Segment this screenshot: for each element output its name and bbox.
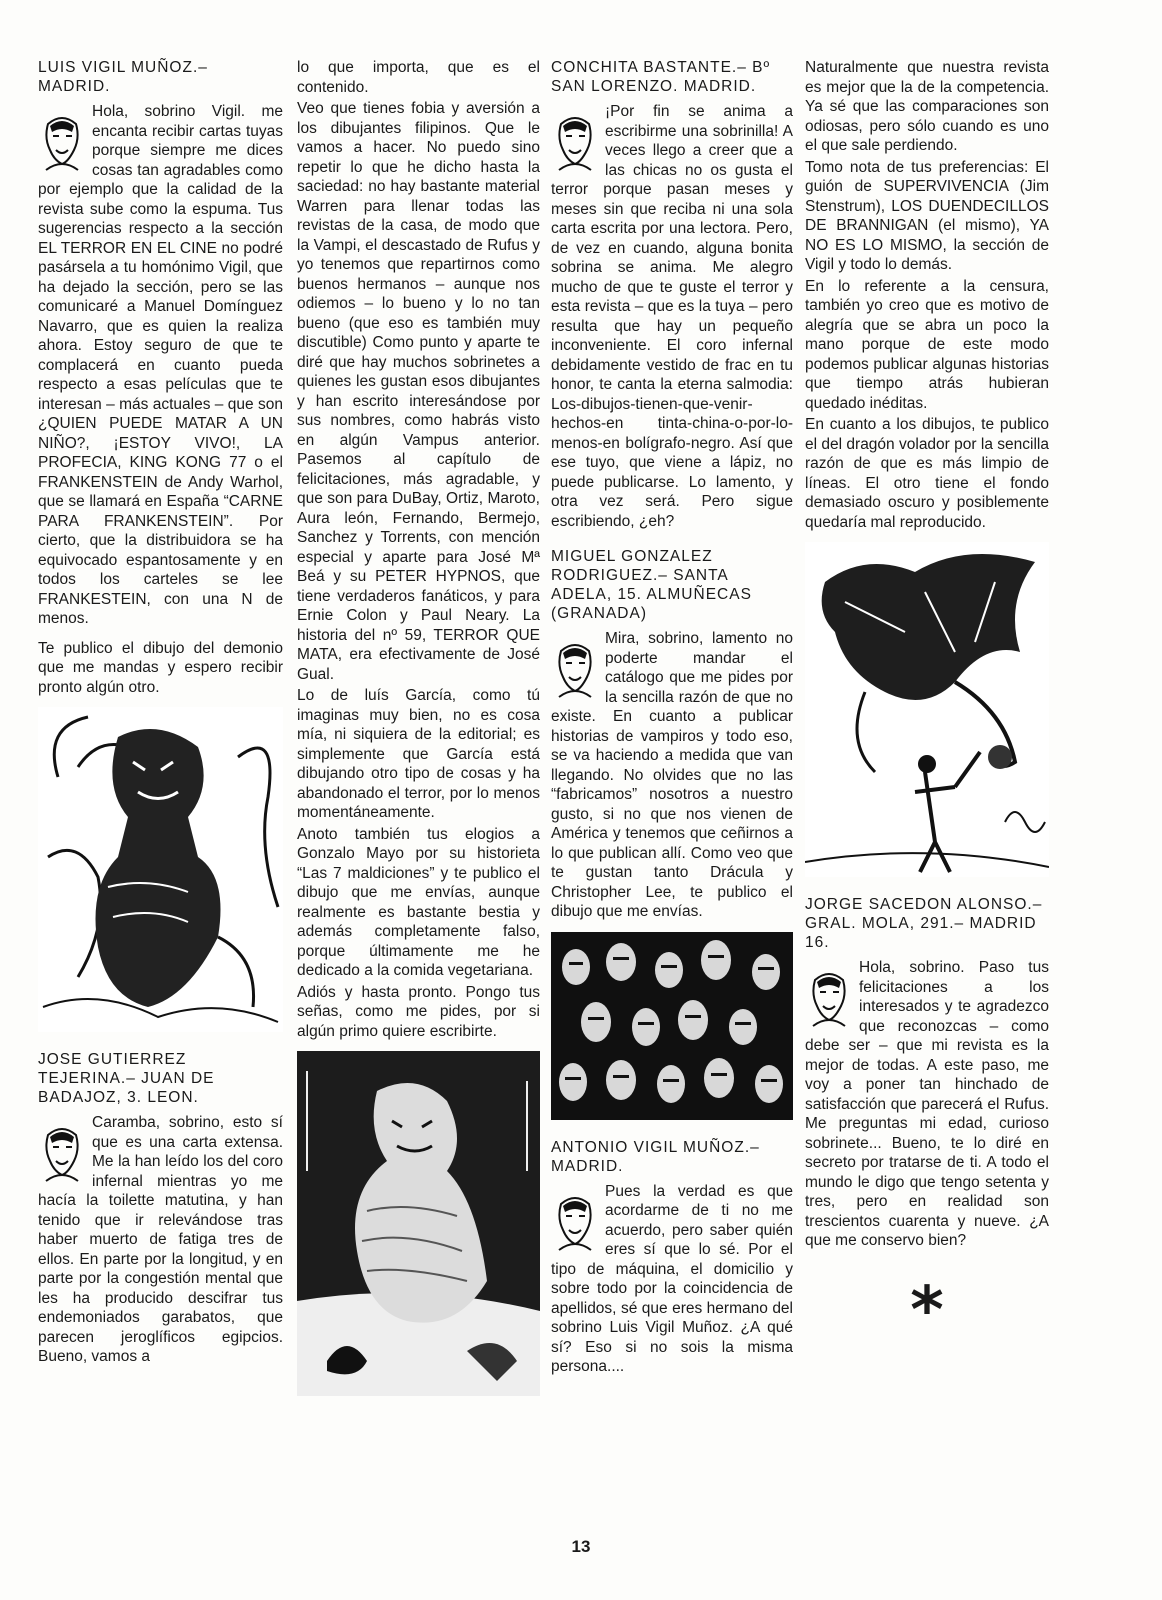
letter-continuation-3: Lo de luís García, como tú imaginas muy bien, no es cosa mía, ni siquiera de la editorial; es simplemente que García está dibujando otro tipo de cosas y ha abandonado el terror, por lo menos momentáneamente.: [297, 687, 540, 821]
host-portrait-icon: [551, 639, 599, 701]
letter-body-luis-vigil-2: Te publico el dibujo del demonio que me mandas y espero recibir pronto algún otro.: [38, 639, 283, 696]
column-1: [38, 58, 283, 1377]
column-3: [551, 58, 793, 1387]
letter-body-naturalmente: Naturalmente que nuestra revista es mejor que la de la competencia. Ya sé que las comparaciones son odiosas, pero sólo cuando es uno el que sale perdiendo.: [805, 59, 1049, 154]
letter-body-naturalmente-3: En lo referente a la censura, también yo creo que es motivo de alegría que se abra un poco la mano porque de este modo podemos publicar algunas historias que tiempo atrás hubieran quedado inéditas.: [805, 277, 1049, 412]
letter-header-conchita: CONCHITA BASTANTE.– Bº SAN LORENZO. MADRID.: [551, 59, 771, 95]
dracula-faces-drawing-illustration: [551, 932, 793, 1120]
letter-body-luis-vigil: Hola, sobrino Vigil. me encanta recibir cartas tuyas porque siempre me dices cosas tan agradables como por ejemplo que la calidad de la revista sube como la espuma. Tus sugerencias respecto a la sección EL TERROR EN EL CINE no podré pasársela a tu homónimo Vigil, que ha dejado la sección, pero se las comunicaré a Manuel Domínguez Navarro, que es quien la realiza ahora. Estoy seguro de que te complacerá en cuanto pueda respecto a esas películas que te interesan – más actuales – que son ¿QUIEN PUEDE MATAR A UN NIÑO?, ¡ESTOY VIVO!, LA PROFECIA, KING KONG 77 o el FRANKENSTEIN de Andy Warhol, que se llamará en España “CARNE PARA FRANKENSTEIN”. Por cierto, que la distribuidora se ha equivocado espantosamente y en todos los carteles se lee FRANKESTEIN, con una N de menos.: [38, 103, 283, 627]
letter-continuation-1: lo que importa, que es el contenido.: [297, 59, 540, 96]
letter-body-naturalmente-4: En cuanto a los dibujos, te publico el del dragón volador por la sencilla razón de que es más limpio de líneas. El otro tiene el fondo demasiado oscuro y posiblemente quedaría mal reproducido.: [805, 416, 1049, 531]
letter-body-jorge: Hola, sobrino. Paso tus felicitaciones a los interesados y te agradezco que reconozcas – como debe ser – que mi revista es la mejor de todas. A este paso, me voy a poner tan hinchado de satisfacción que parecerá el Rufus. Me preguntas mi edad, curioso sobrinete... Bueno, te lo diré en secreto por tratarse de ti. A todo el mundo le digo que tengo setenta y tres, pero en realidad son trescientos cuarenta y nueve. ¿A que me conservo bien?: [805, 959, 1049, 1249]
host-portrait-icon: [805, 968, 853, 1030]
letter-header-jorge: JORGE SACEDON ALONSO.– GRAL. MOLA, 291.– MADRID 16.: [805, 896, 1043, 951]
letter-body-naturalmente-2: Tomo nota de tus preferencias: El guión de SUPERVIVENCIA (Jim Stenstrum), LOS DUENDECILLOS DE BRANNIGAN (el mismo), YA NO ES LO MISMO, la sección de Vigil y todo lo demás.: [805, 158, 1049, 273]
letter-body-miguel: Mira, sobrino, lamento no poderte mandar el catálogo que me pides por la sencilla razón de que no existe. En cuanto a publicar historias de vampiros y todo eso, se va haciendo a medida que van llegando. No olvides que no las “fabricamos” nosotros a nuestro gusto, si no que nos vienen de América y tenemos que ceñirnos a lo que publican allí. Como veo que te gustan tanto Drácula y Christopher Lee, te publico el dibujo que me envías.: [551, 630, 793, 920]
host-portrait-icon: [38, 1123, 86, 1185]
letter-continuation-4: Anoto también tus elogios a Gonzalo Mayo por su historieta “Las 7 maldiciones” y te publico el dibujo que me envías, aunque realmente es bastante bestia y además completamente falso, porque últimamente me he dedicado a la comida vegetariana.: [297, 825, 540, 979]
page-number: 13: [571, 1537, 591, 1556]
letter-body-antonio: Pues la verdad es que acordarme de ti no me acuerdo, pero saber quién eres sí que lo sé. Por el tipo de máquina, el domicilio y sobre todo por la coincidencia de apellidos, sé que eres hermano del sobrino Luis Vigil Muñoz. ¿A qué sí? Eso si no sois la misma persona....: [551, 1182, 793, 1375]
end-asterisk-symbol: *: [910, 1273, 944, 1348]
letter-body-jose-gutierrez: Caramba, sobrino, esto sí que es una carta extensa. Me la han leído los del coro infernal mientras yo me hacía la toilette matutina, y han tenido que ir relevándose tras haber muerto de fatiga tres de ellos. En parte por la longitud, y en parte por la congestión mental que les ha producido descifrar tus endemoniados garabatos, que parecen jeroglíficos egipcios. Bueno, vamos a: [38, 1114, 283, 1365]
letter-continuation-5: Adiós y hasta pronto. Pongo tus señas, como me pides, por si algún primo quiere escribirte.: [297, 983, 540, 1040]
letter-header-luis-vigil: LUIS VIGIL MUÑOZ.– MADRID.: [38, 59, 208, 95]
flying-dragon-drawing-illustration: [805, 542, 1049, 877]
letter-header-jose-gutierrez: JOSE GUTIERREZ TEJERINA.– JUAN DE BADAJOZ, 3. LEON.: [38, 1051, 215, 1106]
host-portrait-icon: [551, 1192, 599, 1254]
host-portrait-icon: [551, 112, 599, 174]
letter-body-conchita: ¡Por fin se anima a escribirme una sobrinilla! A veces llego a creer que a las chicas no os gusta el terror porque pasan meses y meses sin que reciba ni una sola carta escrita por una lectora. Pero, de vez en cuando, alguna bonita sobrina se anima. Me alegro mucho de que te guste el terror y esta revista – que es la tuya – pero resulta que hay un pequeño inconveniente. El coro infernal debidamente vestido de frac en tu honor, te canta la eterna salmodia: Los-dibujos-tienen-que-venir-hechos-en tinta-china-o-por-lo-menos-en bolígrafo-negro. Así que ese tuyo, que viene a lápiz, no puede publicarse. Lo lamento, y otra vez será. Pero sigue escribiendo, ¿eh?: [551, 103, 793, 530]
vegetarian-host-drawing-illustration: [297, 1051, 540, 1396]
column-2: [297, 58, 540, 1414]
letter-header-miguel: MIGUEL GONZALEZ RODRIGUEZ.– SANTA ADELA, 15. ALMUÑECAS (GRANADA): [551, 548, 752, 622]
column-4: [805, 58, 1049, 1348]
host-portrait-icon: [38, 112, 86, 174]
letter-header-antonio: ANTONIO VIGIL MUÑOZ.– MADRID.: [551, 1138, 760, 1175]
demon-drawing-illustration: [38, 707, 283, 1032]
letter-continuation-2: Veo que tienes fobia y aversión a los dibujantes filipinos. Que le vamos a hacer. No puedo sino repetir lo que he dicho hasta la saciedad: no hay bastante material Warren para llenar todas las revistas de la casa, de modo que la Vampi, el descastado de Rufus y yo tenemos que repartirnos como buenos hermanos – aunque nos odiemos – lo bueno y lo no tan bueno (que eso es también muy discutible) Como punto y aparte te diré que hay muchos sobrinetes a quienes les gustan esos dibujantes y han escrito interesándose por sus nombres, como habrás visto en algún Vampus anterior. Pasemos al capítulo de felicitaciones, más agradable, y que son para DuBay, Ortiz, Maroto, Aura león, Fernando, Bermejo, Sanchez y Torrents, con mención especial y aparte para José Mª Beá y su PETER HYPNOS, que tiene verdaderos fanáticos, y para Ernie Colon y Paul Neary. La historia del nº 59, TERROR QUE MATA, era efectivamente de José Gual.: [297, 100, 540, 683]
